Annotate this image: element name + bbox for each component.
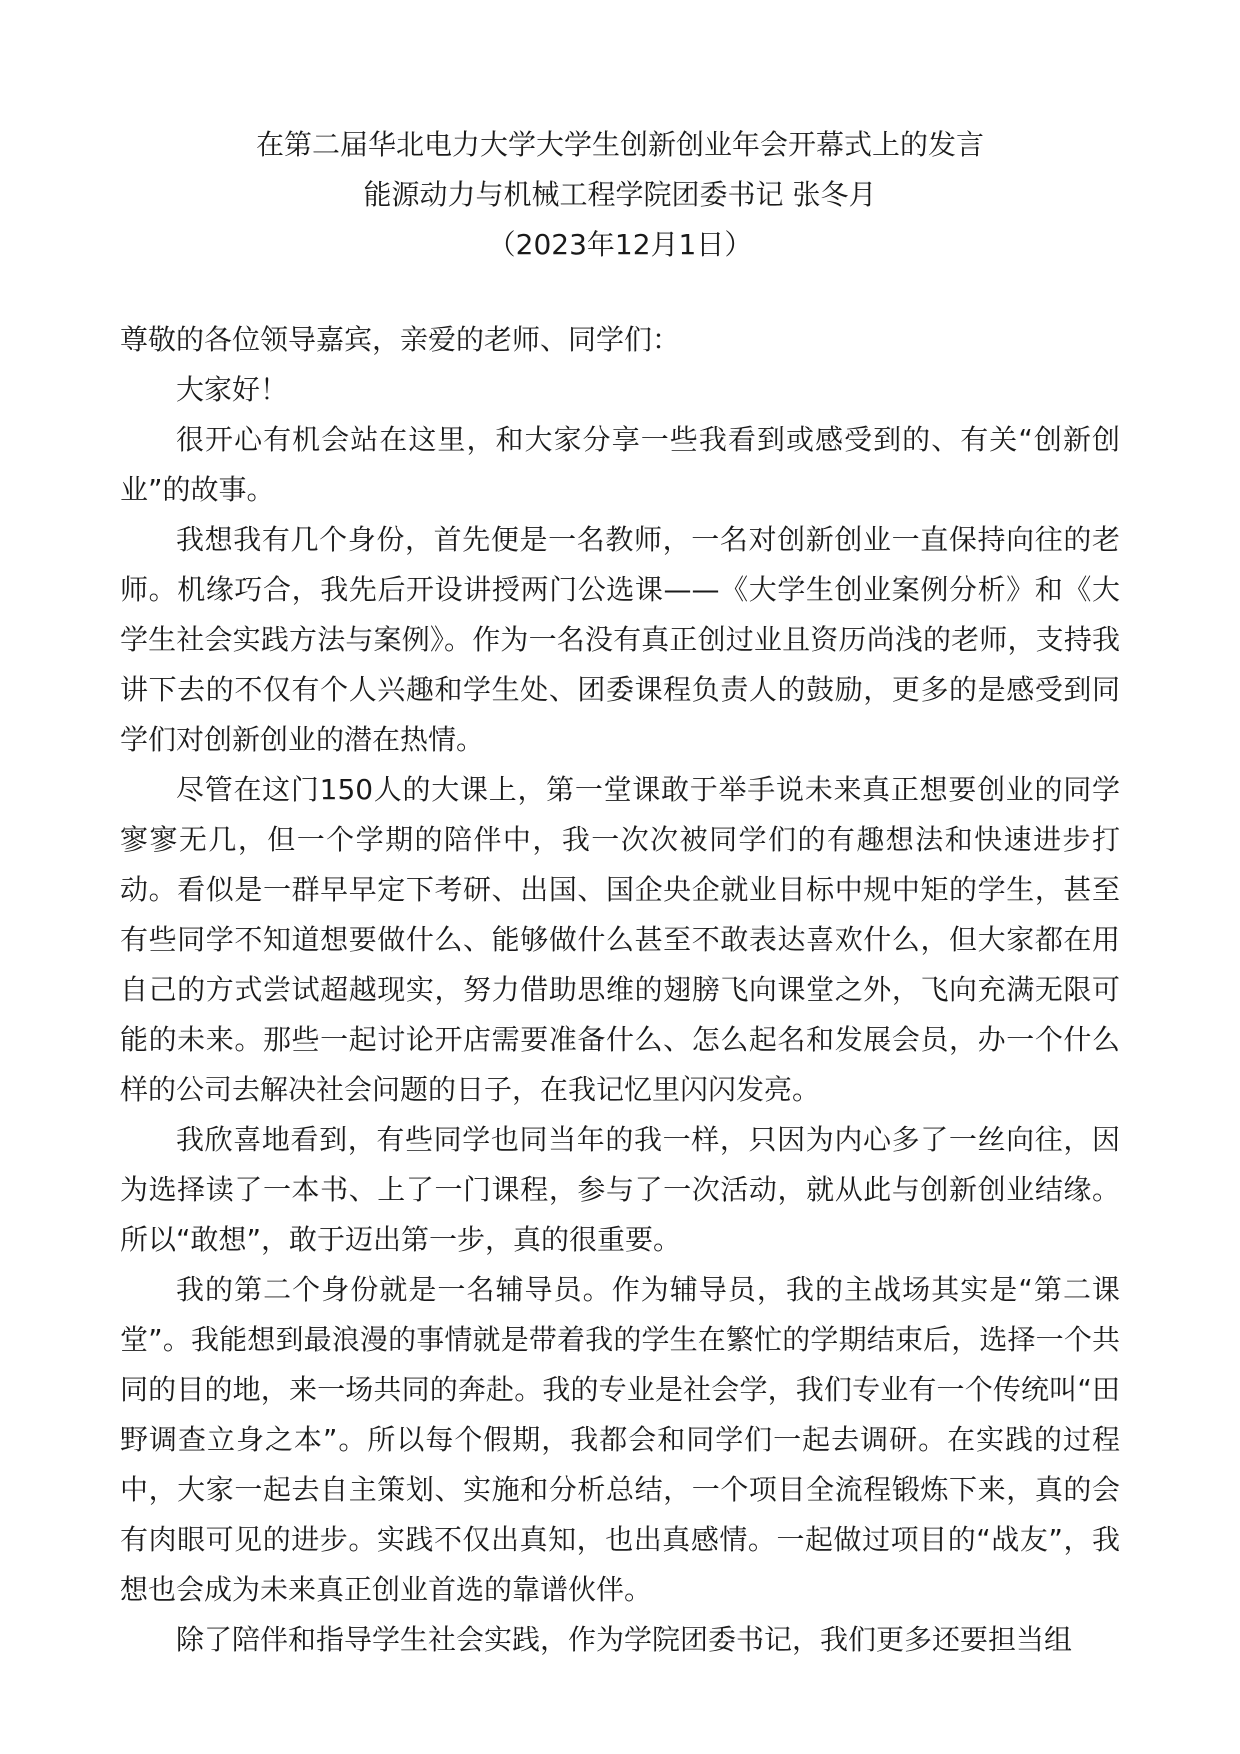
speech-date: （2023年12月1日）: [487, 228, 753, 261]
paragraph-dare-to-think: 我欣喜地看到，有些同学也同当年的我一样，只因为内心多了一丝向往，因为选择读了一本书、上了一门课程，参与了一次活动，就从此与创新创业结缘。所以“敢想”，敢于迈出第一步，真的很重要。: [120, 1123, 1120, 1256]
speech-title: 在第二届华北电力大学大学生创新创业年会开幕式上的发言: [255, 128, 984, 161]
document-header: [120, 120, 1120, 270]
salutation: 尊敬的各位领导嘉宾，亲爱的老师、同学们：: [120, 323, 681, 356]
paragraph-youth-league: 除了陪伴和指导学生社会实践，作为学院团委书记，我们更多还要担当组: [176, 1623, 1073, 1656]
speech-body: [120, 315, 1120, 1665]
speaker-line: 能源动力与机械工程学院团委书记 张冬月: [363, 178, 877, 211]
paragraph-course-experience: 尽管在这门150人的大课上，第一堂课敢于举手说未来真正想要创业的同学寥寥无几，但一个学期的陪伴中，我一次次被同学们的有趣想法和快速进步打动。看似是一群早早定下考研、出国、国企央企就业目标中规中矩的学生，甚至有些同学不知道想要做什么、能够做什么甚至不敢表达喜欢什么，但大家都在用自己的方式尝试超越现实，努力借助思维的翅膀飞向课堂之外，飞向充满无限可能的未来。那些一起讨论开店需要准备什么、怎么起名和发展会员，办一个什么样的公司去解决社会问题的日子，在我记忆里闪闪发亮。: [120, 773, 1120, 1106]
paragraph-teacher-identity: 我想我有几个身份，首先便是一名教师，一名对创新创业一直保持向往的老师。机缘巧合，我先后开设讲授两门公选课——《大学生创业案例分析》和《大学生社会实践方法与案例》。作为一名没有真正创过业且资历尚浅的老师，支持我讲下去的不仅有个人兴趣和学生处、团委课程负责人的鼓励，更多的是感受到同学们对创新创业的潜在热情。: [120, 523, 1120, 756]
paragraph-counselor-identity: 我的第二个身份就是一名辅导员。作为辅导员，我的主战场其实是“第二课堂”。我能想到最浪漫的事情就是带着我的学生在繁忙的学期结束后，选择一个共同的目的地，来一场共同的奔赴。我的专业是社会学，我们专业有一个传统叫“田野调查立身之本”。所以每个假期，我都会和同学们一起去调研。在实践的过程中，大家一起去自主策划、实施和分析总结，一个项目全流程锻炼下来，真的会有肉眼可见的进步。实践不仅出真知，也出真感情。一起做过项目的“战友”，我想也会成为未来真正创业首选的靠谱伙伴。: [120, 1273, 1120, 1606]
paragraph-intro: 很开心有机会站在这里，和大家分享一些我看到或感受到的、有关“创新创业”的故事。: [120, 423, 1120, 506]
paragraph-greeting: 大家好！: [176, 373, 289, 406]
